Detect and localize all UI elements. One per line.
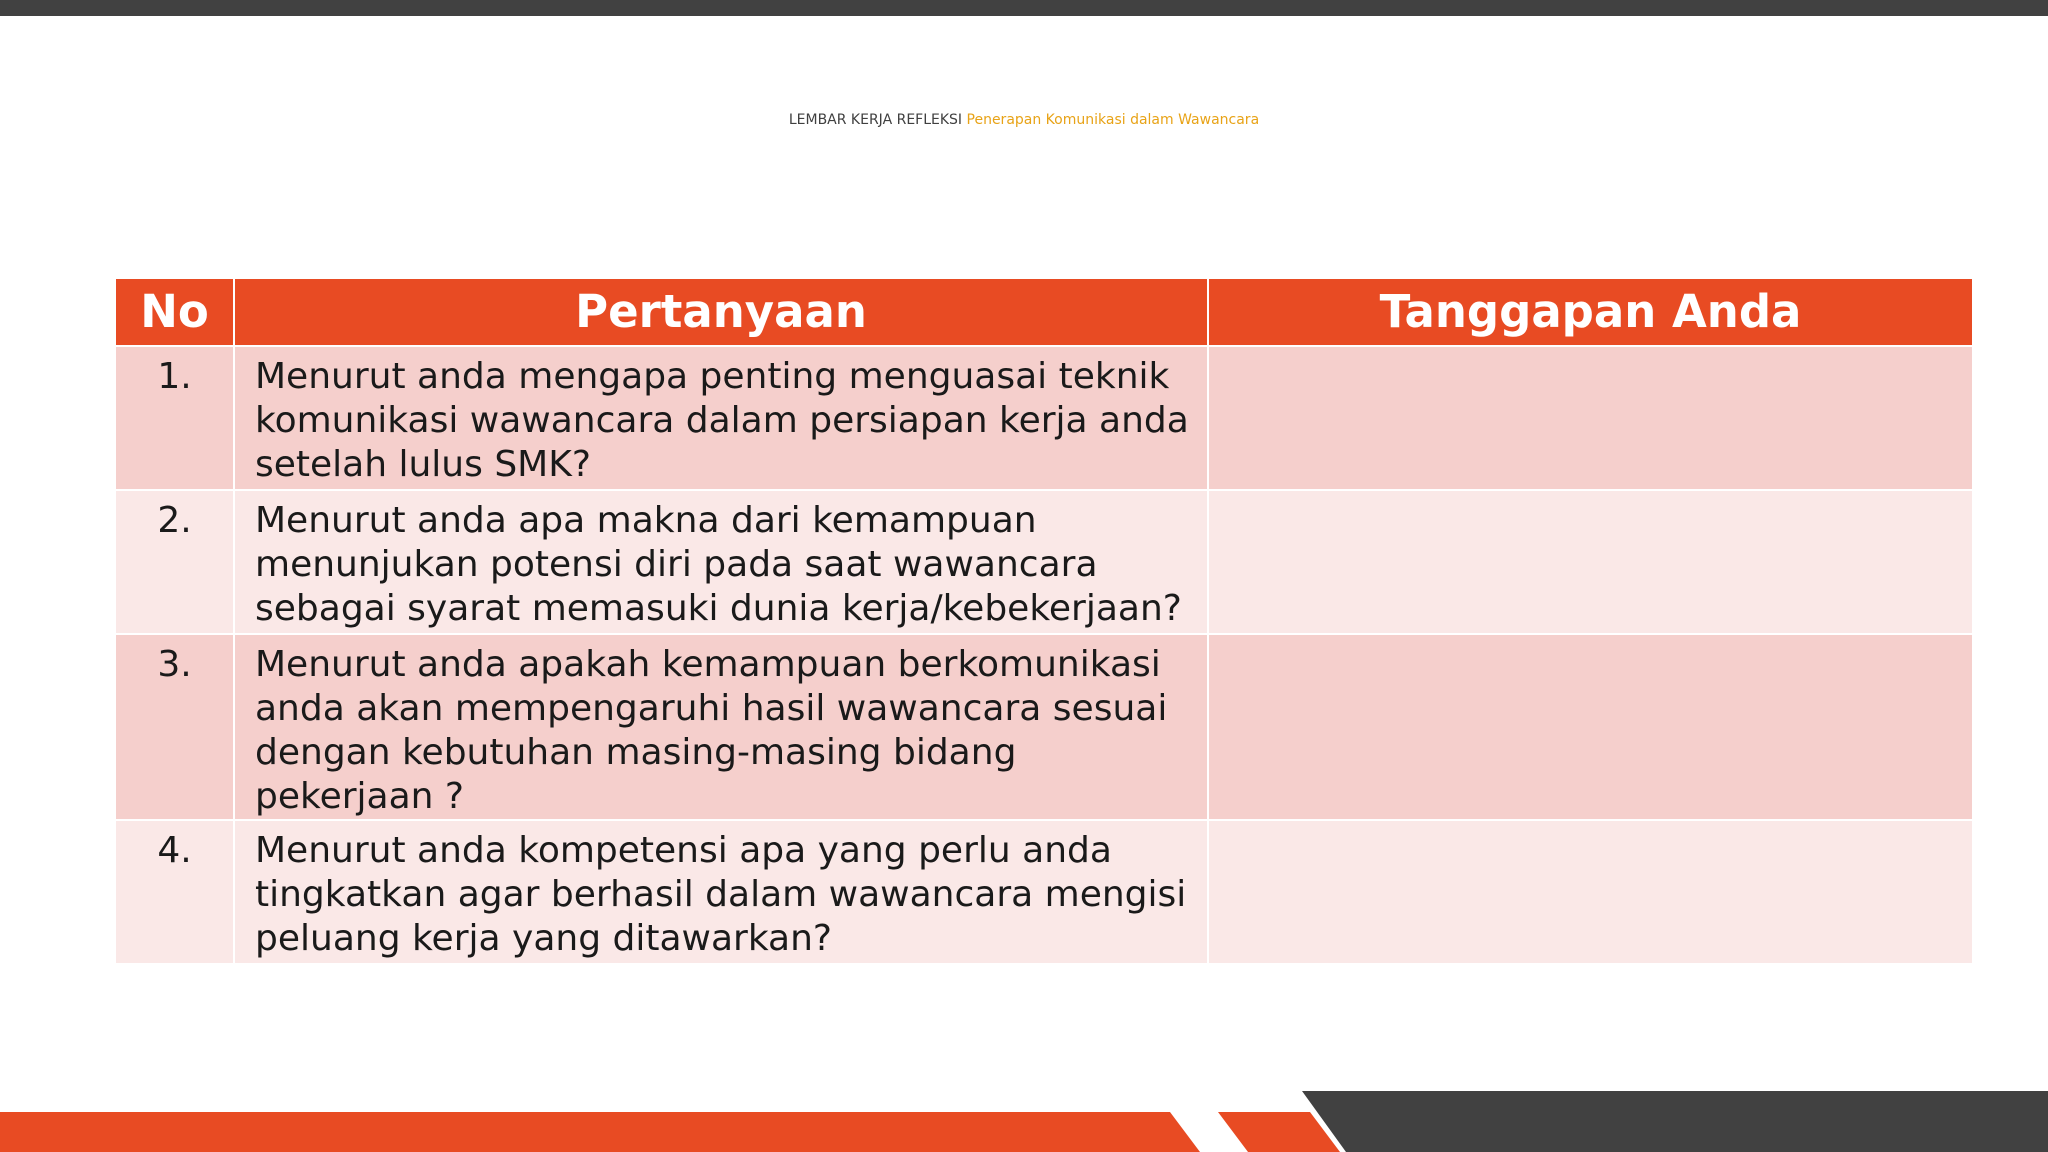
- question-text: Menurut anda mengapa penting menguasai teknik komunikasi wawancara dalam persiapan kerja anda setelah lulus SMK?: [234, 346, 1208, 490]
- response-cell[interactable]: [1208, 634, 1972, 820]
- column-header-question: Pertanyaan: [234, 279, 1208, 346]
- reflection-table: [116, 279, 1972, 965]
- row-number: 4.: [116, 820, 234, 964]
- table-row: [116, 490, 1972, 634]
- question-text: Menurut anda kompetensi apa yang perlu anda tingkatkan agar berhasil dalam wawancara mengisi peluang kerja yang ditawarkan?: [234, 820, 1208, 964]
- response-cell[interactable]: [1208, 490, 1972, 634]
- page-header: [0, 112, 2048, 128]
- response-cell[interactable]: [1208, 820, 1972, 964]
- question-text: Menurut anda apa makna dari kemampuan menunjukan potensi diri pada saat wawancara sebagai syarat memasuki dunia kerja/kebekerjaan?: [234, 490, 1208, 634]
- column-header-no: No: [116, 279, 234, 346]
- row-number: 3.: [116, 634, 234, 820]
- column-header-response: Tanggapan Anda: [1208, 279, 1972, 346]
- table-row: [116, 346, 1972, 490]
- table-header-row: [116, 279, 1972, 346]
- footer-orange-band: [0, 1112, 1200, 1152]
- header-prefix: LEMBAR KERJA REFLEKSI: [788, 112, 963, 128]
- response-cell[interactable]: [1208, 346, 1972, 490]
- header-subtitle: Penerapan Komunikasi dalam Wawancara: [966, 112, 1260, 128]
- question-text: Menurut anda apakah kemampuan berkomunikasi anda akan mempengaruhi hasil wawancara sesuai dengan kebutuhan masing-masing bidang pekerjaan ?: [234, 634, 1208, 820]
- row-number: 2.: [116, 490, 234, 634]
- footer-dark-band: [1302, 1091, 2048, 1152]
- table-row: [116, 634, 1972, 820]
- table-row: [116, 820, 1972, 964]
- row-number: 1.: [116, 346, 234, 490]
- footer-decoration: [0, 1088, 2048, 1152]
- top-bar: [0, 0, 2048, 16]
